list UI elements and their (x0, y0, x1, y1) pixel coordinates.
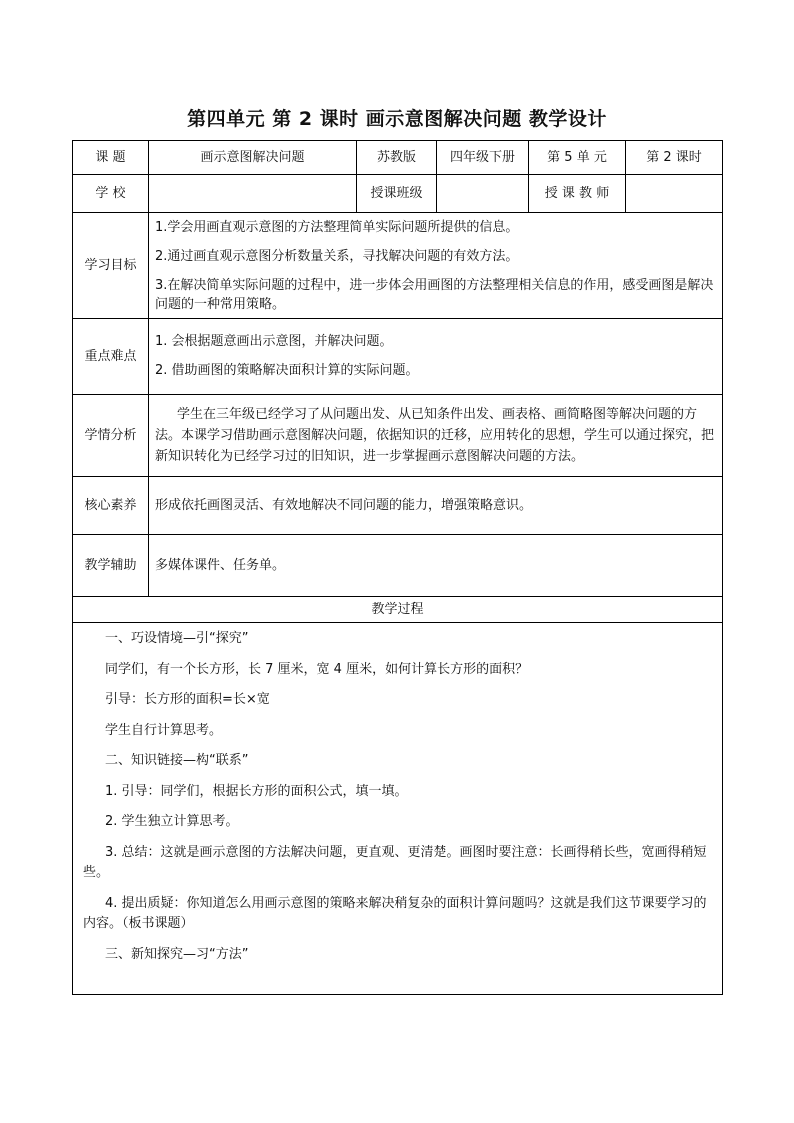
process-paragraph: 4. 提出质疑：你知道怎么用画示意图的策略来解决稍复杂的面积计算问题吗？这就是我们这节课要学习的内容。（板书课题） (83, 895, 707, 931)
process-paragraph: 引导：长方形的面积=长×宽 (105, 692, 270, 707)
topic-row (73, 141, 723, 175)
school-label: 学 校 (73, 175, 149, 213)
process-paragraph: 2. 学生独立计算思考。 (105, 814, 239, 829)
topic-value: 画示意图解决问题 (149, 141, 357, 175)
process-content (73, 623, 723, 995)
aids-row (73, 535, 723, 597)
teacher-value (626, 175, 723, 213)
grade-value: 四年级下册 (437, 141, 529, 175)
key-points-row (73, 319, 723, 395)
process-paragraph: 3. 总结：这就是画示意图的方法解决问题，更直观、更清楚。画图时要注意：长画得稍长些，宽画得稍短些。 (83, 844, 707, 880)
key-points-content (149, 319, 723, 395)
objectives-row (73, 213, 723, 319)
lesson-plan-table (72, 140, 723, 995)
process-paragraph: 二、知识链接—构“联系” (105, 753, 249, 768)
process-paragraph: 三、新知探究—习“方法” (105, 946, 249, 962)
objectives-content (149, 213, 723, 319)
objective-item: 3.在解决简单实际问题的过程中，进一步体会用画图的方法整理相关信息的作用，感受画图是解决问题的一种常用策略。 (155, 277, 714, 312)
key-point-item: 1. 会根据题意画出示意图，并解决问题。 (155, 334, 393, 349)
process-body-row (73, 623, 723, 995)
literacy-text: 形成依托画图灵活、有效地解决不同问题的能力，增强策略意识。 (149, 477, 723, 535)
literacy-row (73, 477, 723, 535)
analysis-content (149, 395, 723, 477)
analysis-label: 学情分析 (73, 395, 149, 477)
document-title: 第四单元 第 2 课时 画示意图解决问题 教学设计 (187, 108, 607, 130)
process-paragraph: 1. 引导：同学们，根据长方形的面积公式，填一填。 (105, 783, 408, 799)
school-row (73, 175, 723, 213)
teacher-label: 授 课 教 师 (529, 175, 626, 213)
literacy-label: 核心素养 (73, 477, 149, 535)
class-value (437, 175, 529, 213)
process-paragraph: 学生自行计算思考。 (105, 722, 223, 738)
key-point-item: 2. 借助画图的策略解决面积计算的实际问题。 (155, 363, 419, 378)
process-header-row (73, 597, 723, 623)
publisher-value: 苏教版 (357, 141, 437, 175)
analysis-text: 学生在三年级已经学习了从问题出发、从已知条件出发、画表格、画简略图等解决问题的方法。本课学习借助画示意图解决问题，依据知识的迁移，应用转化的思想，学生可以通过探究，把新知识转化为已经学习过的旧知识，进一步掌握画示意图解决问题的方法。 (155, 407, 715, 464)
objective-item: 2.通过画直观示意图分析数量关系，寻找解决问题的有效方法。 (155, 248, 519, 264)
process-paragraph: 一、巧设情境—引“探究” (105, 631, 249, 646)
lesson-value: 第 2 课时 (626, 141, 723, 175)
analysis-row (73, 395, 723, 477)
process-paragraph: 同学们，有一个长方形，长 7 厘米，宽 4 厘米，如何计算长方形的面积？ (105, 661, 529, 677)
school-value (149, 175, 357, 213)
objective-item: 1.学会用画直观示意图的方法整理简单实际问题所提供的信息。 (155, 219, 519, 235)
class-label: 授课班级 (357, 175, 437, 213)
unit-value: 第 5 单 元 (529, 141, 626, 175)
aids-text: 多媒体课件、任务单。 (149, 535, 723, 597)
topic-label: 课 题 (73, 141, 149, 175)
aids-label: 教学辅助 (73, 535, 149, 597)
process-header: 教学过程 (73, 597, 723, 623)
objectives-label: 学习目标 (73, 213, 149, 319)
key-points-label: 重点难点 (73, 319, 149, 395)
